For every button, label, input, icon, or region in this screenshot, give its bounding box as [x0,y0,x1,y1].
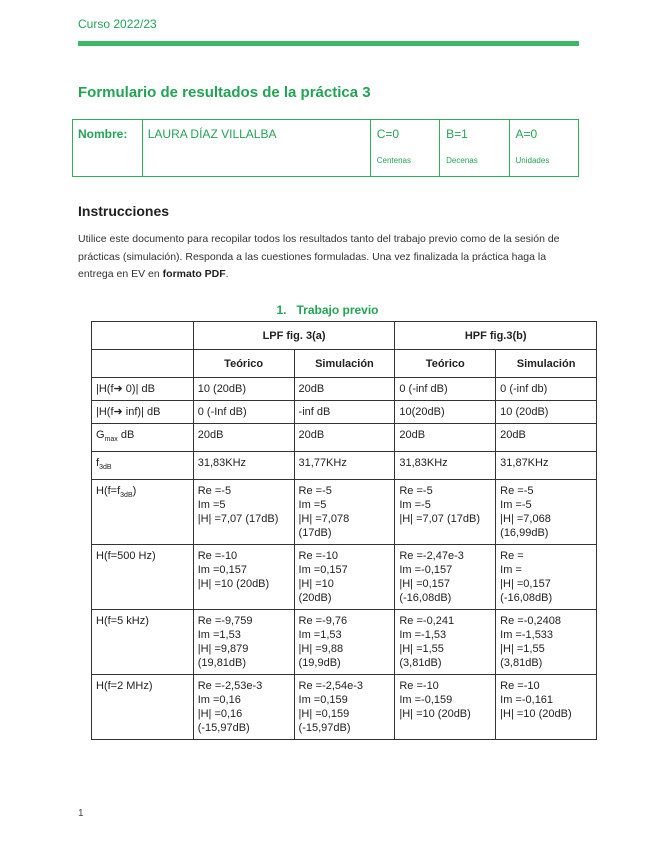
table-row [92,401,597,424]
cell-line: |H| =1,55 [500,643,545,656]
cell-line: Im =-5 [399,499,431,512]
cell-line: Re =-5 [500,485,534,498]
row-label-main: G [96,429,105,441]
cell-line: Re = [500,550,524,563]
cell-line: Re =-2,47e-3 [399,550,464,563]
cell-line: 0 (-Inf dB) [197,406,247,418]
group-header-lpf: LPF fig. 3(a) [193,322,395,350]
row-label-main: H(f=500 Hz) [96,550,156,563]
table-cell [294,378,395,401]
table-row [92,610,597,675]
cell-line: Im =0,157 [197,564,247,577]
table-row [92,378,597,401]
sub-header-lpf-simulacion: Simulación [294,350,395,378]
cell-line: |H| =7,078 [298,513,350,526]
row-label-suffix: ) [132,485,137,498]
row-label-main: H(f=f [96,485,121,498]
name-label: Nombre: [73,120,143,177]
row-label [92,480,194,545]
cell-line: (16,99dB) [500,527,549,540]
cell-line: 20dB [197,429,224,441]
sub-header-hpf-simulacion: Simulación [496,350,597,378]
cell-line: Re =-2,53e-3 [197,680,263,693]
table-cell [193,675,294,740]
table-cell [496,610,597,675]
table-cell [294,401,395,424]
empty-header-cell [92,350,194,378]
row-label-subscript: max [104,436,118,444]
instructions-title: Instrucciones [78,203,170,219]
cell-line: Im =0,159 [298,694,348,707]
row-label [92,452,194,480]
page-number: 1 [78,808,84,819]
cell-line: (3,81dB) [399,657,442,670]
table-cell [193,452,294,480]
cell-line: Re =-5 [197,485,232,498]
table-cell [395,675,496,740]
digit-label: Decenas [446,156,478,165]
table-row [92,545,597,610]
row-label-suffix: dB [117,429,135,441]
cell-line: 20dB [399,429,426,441]
cell-line: Im =-5 [500,499,532,512]
cell-line: 31,87KHz [500,457,549,470]
cell-line: (-15,97dB) [298,722,351,735]
digit-cell-decenas [440,120,509,177]
results-table [91,321,597,740]
cell-line: 31,77KHz [298,457,347,470]
cell-line: Re =-0,241 [399,615,455,628]
table-row [92,480,597,545]
cell-line: 10 (20dB) [500,406,549,418]
instructions-text-bold: formato PDF [162,268,226,280]
cell-line: 31,83KHz [197,457,247,470]
row-label [92,378,194,401]
table-cell [193,480,294,545]
cell-line: |H| =1,55 [399,643,444,656]
digit-value: C=0 [376,127,400,141]
cell-line: |H| =0,159 [298,708,350,721]
digit-value: A=0 [515,127,538,141]
cell-line: |H| =7,068 [500,513,551,526]
cell-line: |H| =0,16 (-15,97dB) [197,708,250,735]
cell-line: Re =-10 [197,550,238,563]
table-cell [496,401,597,424]
cell-line: Re =-10 [298,550,338,563]
student-name-table [72,119,579,177]
table-cell [193,401,294,424]
row-label-main: f [96,457,100,470]
cell-line: |H| =7,07 (17dB) [197,513,279,526]
table-cell [395,480,496,545]
row-label-main: |H(f➜ 0)| dB [96,383,155,395]
empty-header-cell [92,322,194,350]
row-label [92,675,194,740]
table-cell [496,545,597,610]
row-label [92,610,194,675]
table-row [92,452,597,480]
row-label [92,424,194,452]
table-cell [496,378,597,401]
group-header-hpf: HPF fig.3(b) [395,322,597,350]
table-cell [294,452,395,480]
table-cell [193,424,294,452]
row-label-main: H(f=5 kHz) [96,615,149,628]
table-cell [395,401,496,424]
instructions-text-end: . [225,268,229,280]
table-cell [496,424,597,452]
cell-line: (3,81dB) [500,657,543,670]
cell-line: Im =5 [298,499,327,512]
course-label: Curso 2022/23 [78,17,157,31]
table-cell [496,675,597,740]
cell-line: Re =-10 [399,680,439,693]
instructions-text-main: Utilice este documento para recopilar todos los resultados tanto del trabajo previo como de la sesión de prácticas (simulación). Responda a las cuestiones formuladas. Una vez finalizada la práctica haga la entrega en EV en [78,233,560,280]
group-header-row [92,322,597,350]
row-label-subscript: 3dB [120,492,133,500]
table-cell [294,675,395,740]
table-row [92,675,597,740]
cell-line: Im =1,53 [197,629,241,642]
table-cell [294,610,395,675]
section-heading [0,303,655,317]
digit-label: Centenas [376,156,411,165]
cell-line: Re =-9,76 [298,615,348,628]
table-cell [193,378,294,401]
cell-line: 31,83KHz [399,457,448,470]
cell-line: (-16,08dB) [500,592,553,605]
digit-value: B=1 [446,127,468,141]
section-number: 1. [276,303,287,317]
cell-line: |H| =9,879 (19,81dB) [197,643,249,670]
table-cell [395,378,496,401]
cell-line: Im =-0,161 [500,694,554,707]
cell-line: Im =1,53 [298,629,342,642]
cell-line: Re =-10 [500,680,540,693]
sub-header-hpf-teorico: Teórico [395,350,496,378]
table-row [92,424,597,452]
table-cell [496,452,597,480]
cell-line: 0 (-inf db) [500,383,548,395]
cell-line: Im =-1,533 [500,629,554,642]
table-cell [395,610,496,675]
cell-line: Re =-5 [298,485,332,498]
cell-line: (-16,08dB) [399,592,452,605]
digit-label: Unidades [515,156,550,165]
row-label [92,545,194,610]
name-value: LAURA DÍAZ VILLALBA [142,120,370,177]
cell-line: Im =0,16 [197,694,241,707]
cell-line: |H| =9,88 [298,643,344,656]
table-cell [193,545,294,610]
cell-line: 10(20dB) [399,406,445,418]
cell-line: (17dB) [298,527,332,540]
cell-line: (20dB) [298,592,332,605]
cell-line: 0 (-inf dB) [399,383,448,395]
table-cell [294,424,395,452]
cell-line: Re =-0,2408 [500,615,562,628]
cell-line: -inf dB [298,406,331,418]
cell-line: |H| =10 [298,578,334,591]
cell-line: Im = [500,564,522,577]
row-label-main: |H(f➜ inf)| dB [96,406,161,418]
cell-line: Im =-0,157 [399,564,453,577]
table-cell [395,424,496,452]
table-cell [395,545,496,610]
cell-line: Im =-0,159 [399,694,453,707]
table-cell [193,610,294,675]
digit-cell-unidades [509,120,578,177]
cell-line: Im =5 [197,499,226,512]
form-title: Formulario de resultados de la práctica 3 [78,84,371,101]
cell-line: |H| =7,07 (17dB) [399,513,480,526]
cell-line: |H| =10 (20dB) [399,708,471,721]
row-label-subscript: 3dB [99,464,112,472]
cell-line: Re =-9,759 [197,615,253,628]
cell-line: |H| =0,157 [399,578,451,591]
row-label-main: H(f=2 MHz) [96,680,153,693]
cell-line: Im =-1,53 [399,629,447,642]
cell-line: Re =-5 [399,485,433,498]
table-cell [294,480,395,545]
sub-header-lpf-teorico: Teórico [193,350,294,378]
cell-line: 20dB [500,429,526,441]
header-divider [78,41,579,46]
cell-line: |H| =0,157 [500,578,551,591]
digit-cell-centenas [370,120,439,177]
sub-header-row [92,350,597,378]
row-label [92,401,194,424]
cell-line: 20dB [298,383,325,395]
cell-line: Re =-2,54e-3 [298,680,364,693]
instructions-text [78,231,568,284]
section-title: Trabajo previo [296,303,379,317]
cell-line: |H| =10 (20dB) [500,708,572,721]
table-cell [395,452,496,480]
cell-line: (19,9dB) [298,657,341,670]
cell-line: 20dB [298,429,325,441]
table-cell [294,545,395,610]
cell-line: |H| =10 (20dB) [197,578,270,591]
table-cell [496,480,597,545]
cell-line: Im =0,157 [298,564,348,577]
cell-line: 10 (20dB) [197,383,247,395]
